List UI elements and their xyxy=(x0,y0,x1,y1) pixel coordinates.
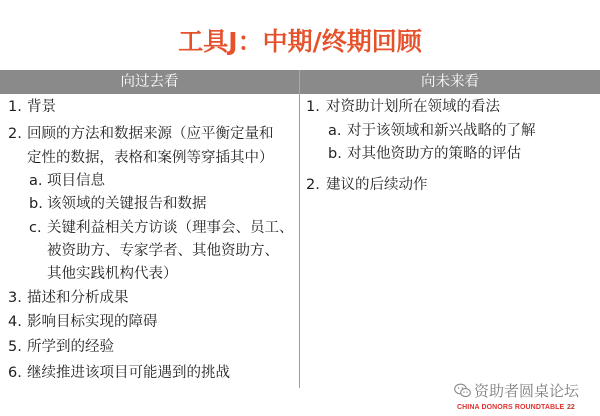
sub-item-text: 其他实践机构代表） xyxy=(47,266,178,282)
item-text: 回顾的方法和数据来源（应平衡定量和 xyxy=(27,126,274,142)
item-text: 影响目标实现的障碍 xyxy=(27,314,158,330)
item-text: 所学到的经验 xyxy=(27,339,114,355)
item-text: 建议的后续动作 xyxy=(326,177,428,193)
column-divider xyxy=(299,94,300,388)
item-text: 定性的数据，表格和案例等穿插其中） xyxy=(27,150,274,166)
item-number: 2. xyxy=(8,126,22,142)
wechat-icon xyxy=(454,383,471,398)
sub-item-text: 该领域的关键报告和数据 xyxy=(47,196,207,212)
item-number: 1. xyxy=(306,99,320,115)
sub-item-text: 项目信息 xyxy=(47,173,105,189)
table-header-bar xyxy=(0,70,600,94)
item-text: 继续推进该项目可能遇到的挑战 xyxy=(27,365,230,381)
sub-item-letter: a. xyxy=(29,173,43,189)
sub-item-letter: a. xyxy=(328,123,342,139)
page-number: 22 xyxy=(567,404,575,411)
brand-name: 资助者圆桌论坛 xyxy=(474,382,580,400)
item-text: 对资助计划所在领域的看法 xyxy=(326,99,500,115)
column-header-past: 向过去看 xyxy=(120,74,179,90)
sub-item-text: 对于该领域和新兴战略的了解 xyxy=(347,123,536,139)
page-title: 工具J：中期/终期回顾 xyxy=(178,27,422,56)
sub-item-text: 关键利益相关方访谈（理事会、员工、 xyxy=(47,220,294,236)
column-header-future: 向未来看 xyxy=(421,74,479,90)
item-number: 2. xyxy=(306,177,320,193)
item-number: 6. xyxy=(8,365,22,381)
item-text: 描述和分析成果 xyxy=(27,290,129,306)
sub-item-letter: b. xyxy=(29,196,43,212)
item-number: 4. xyxy=(8,314,22,330)
item-text: 背景 xyxy=(27,99,56,115)
sub-item-text: 被资助方、专家学者、其他资助方、 xyxy=(47,243,279,259)
sub-item-letter: c. xyxy=(29,220,42,236)
item-number: 1. xyxy=(8,99,22,115)
item-number: 3. xyxy=(8,290,22,306)
org-name: CHINA DONORS ROUNDTABLE xyxy=(457,404,565,411)
sub-item-letter: b. xyxy=(328,146,342,162)
item-number: 5. xyxy=(8,339,22,355)
sub-item-text: 对其他资助方的策略的评估 xyxy=(347,146,521,162)
